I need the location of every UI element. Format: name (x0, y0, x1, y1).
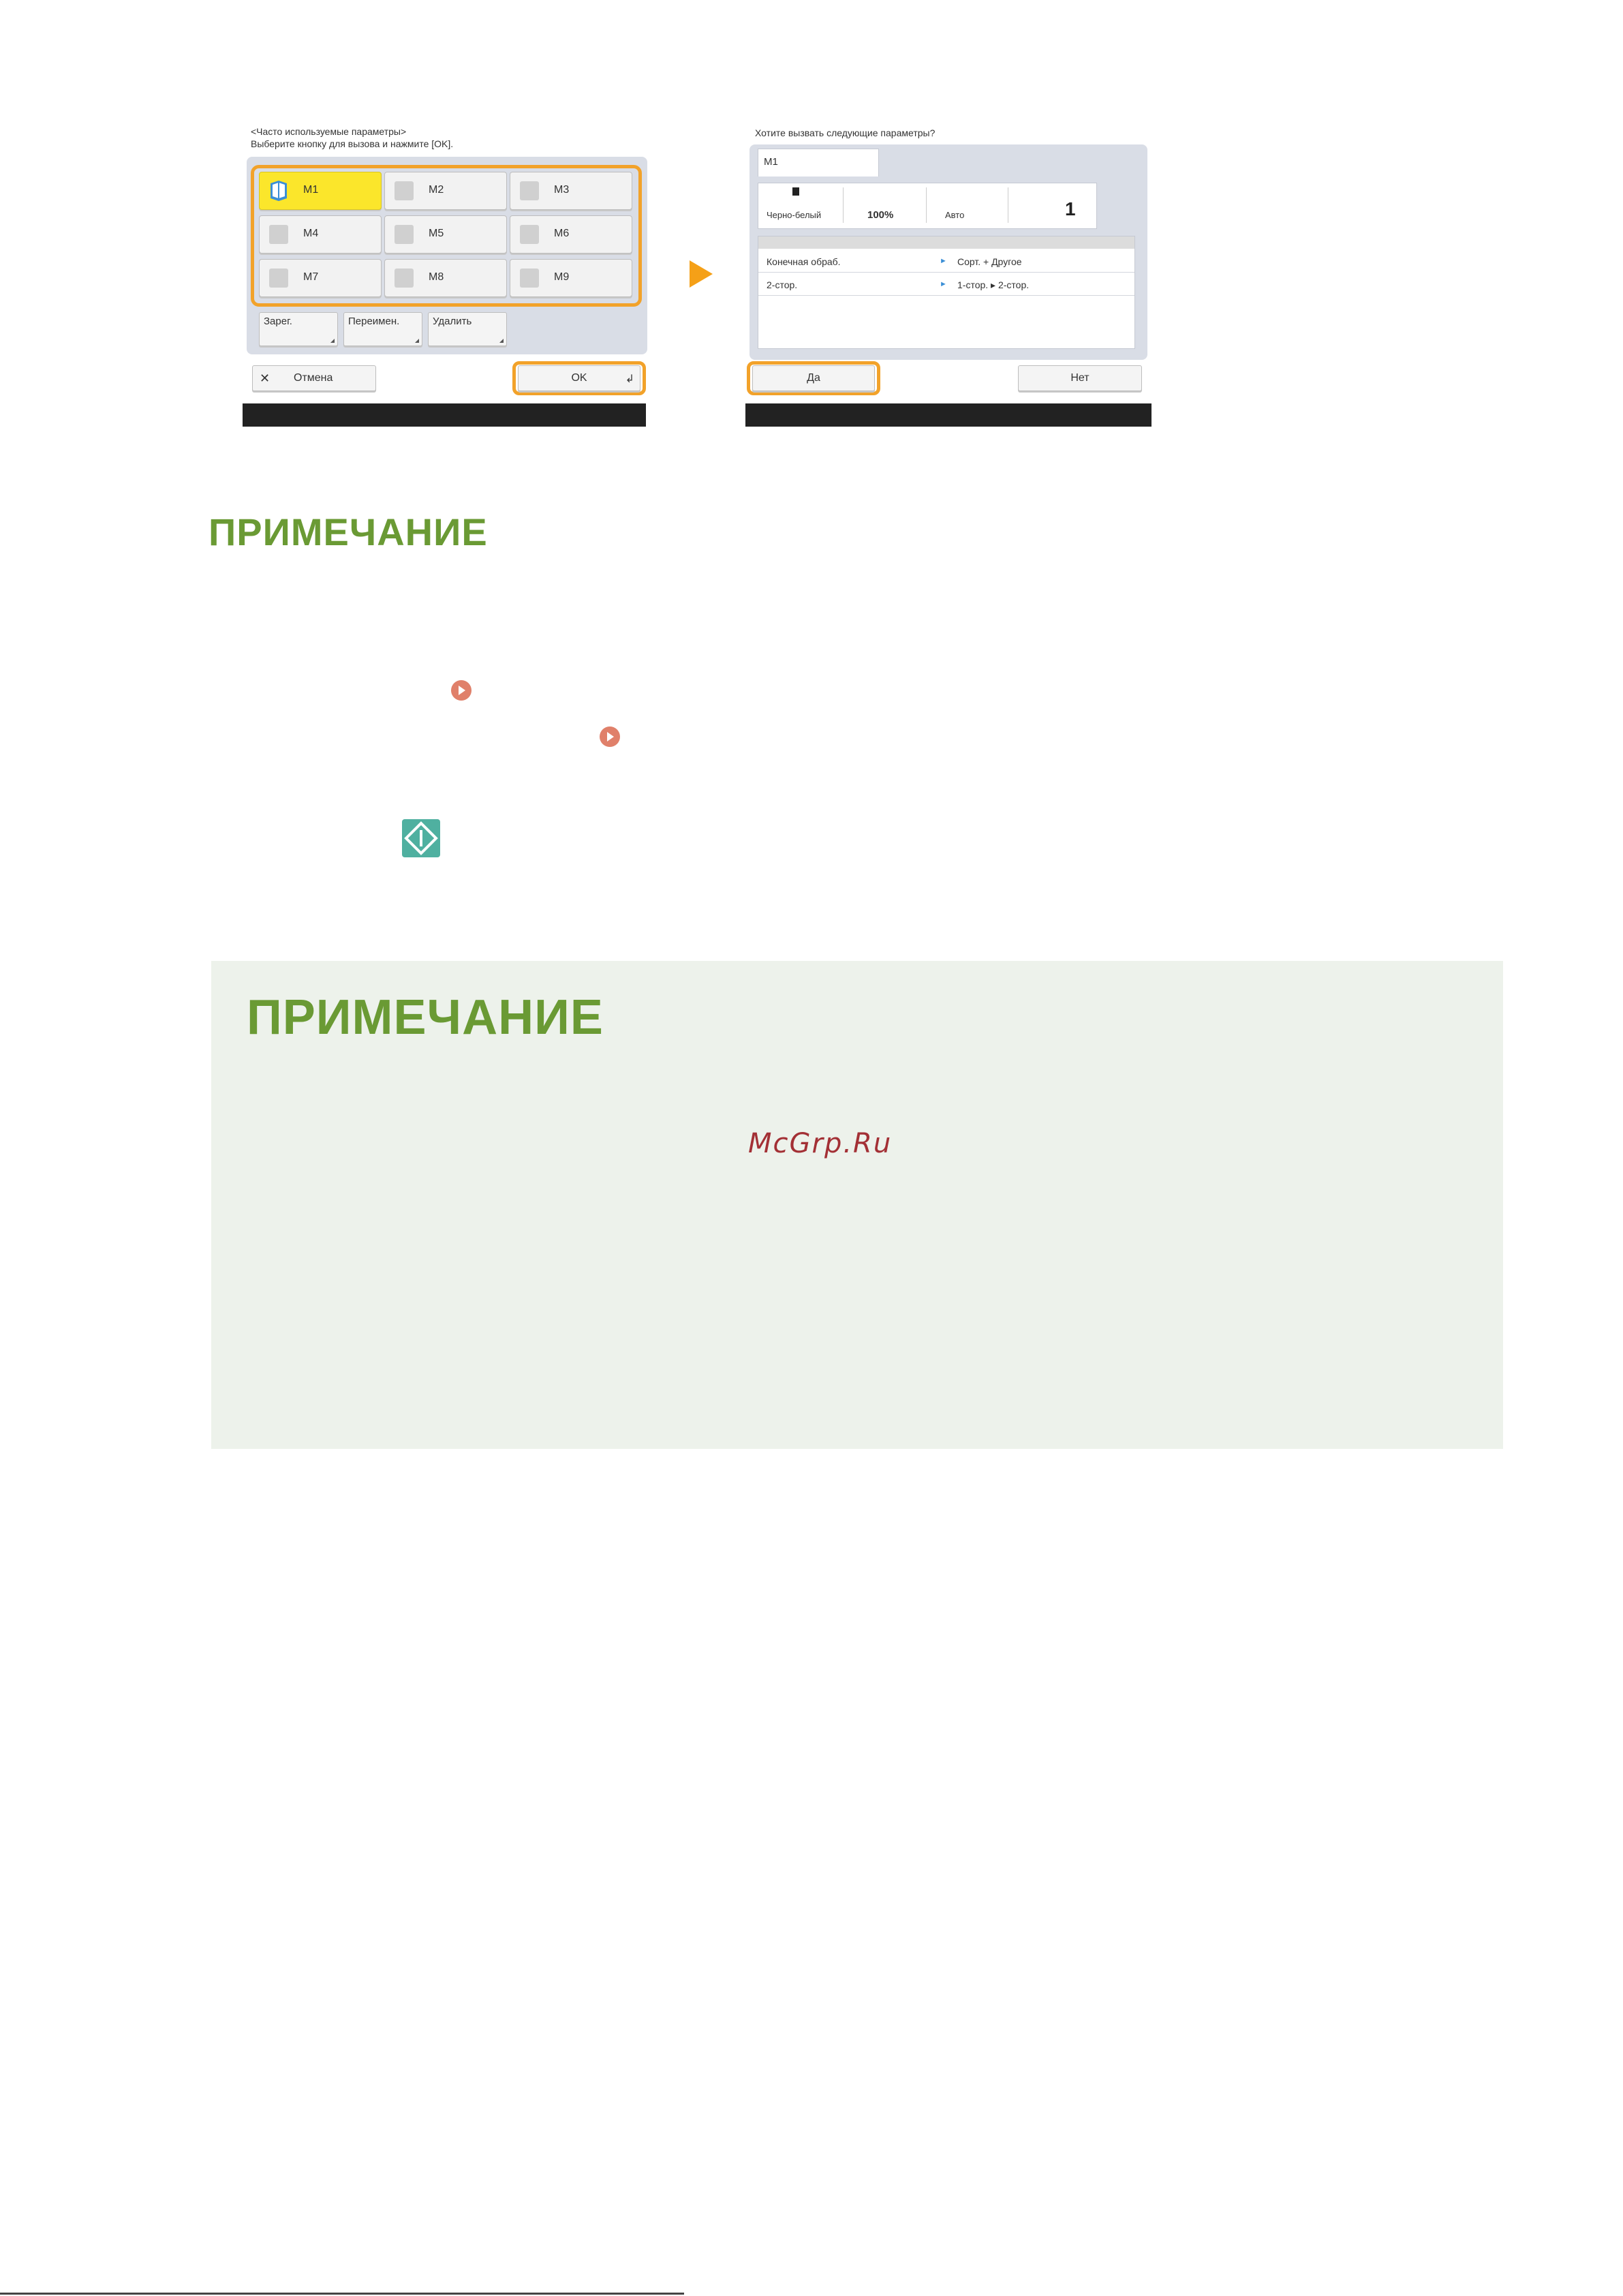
memory-button-m8[interactable] (384, 259, 507, 297)
memory-button-m3[interactable] (510, 172, 632, 210)
memory-button-m5[interactable] (384, 215, 507, 254)
link-arrow-icon[interactable] (600, 726, 620, 747)
setting-value-finishing: Сорт. + Другое (957, 256, 1022, 267)
screen-status-bar (243, 403, 646, 427)
summary-divider (926, 187, 927, 223)
setting-name-duplex: 2-стор. (767, 279, 798, 290)
memory-empty-icon (520, 225, 539, 244)
memory-empty-icon (395, 269, 414, 288)
settings-list (758, 236, 1135, 349)
summary-divider (843, 187, 844, 223)
summary-card (758, 183, 1097, 229)
setting-arrow-icon: ► (940, 280, 947, 288)
memory-name-tab (758, 149, 879, 177)
row-divider (758, 272, 1134, 273)
submenu-corner-icon (499, 339, 504, 343)
yes-button-label: Да (807, 372, 820, 384)
screen-status-bar (745, 403, 1151, 427)
memory-book-icon (266, 178, 291, 202)
memory-empty-icon (520, 269, 539, 288)
memory-button-m4[interactable] (259, 215, 382, 254)
next-step-arrow-icon (690, 260, 713, 288)
memory-button-label: M7 (303, 271, 319, 283)
memory-button-m1[interactable] (259, 172, 382, 210)
screen-header-line2: Выберите кнопку для вызова и нажмите [OK]. (251, 138, 454, 149)
enter-icon: ↲ (625, 373, 634, 385)
ok-button[interactable] (518, 365, 640, 391)
recall-confirm-screen (745, 123, 1151, 427)
memory-button-m9[interactable] (510, 259, 632, 297)
settings-list-header (758, 236, 1134, 249)
screen-header-line1: <Часто используемые параметры> (251, 126, 407, 137)
register-button[interactable] (259, 312, 338, 346)
cancel-button-label: Отмена (294, 372, 333, 384)
memory-button-label: M8 (429, 271, 444, 283)
memory-recall-screen (243, 123, 646, 427)
confirm-question: Хотите вызвать следующие параметры? (755, 127, 936, 138)
delete-button-label: Удалить (433, 316, 472, 327)
memory-empty-icon (395, 181, 414, 200)
paper-value: Авто (945, 210, 965, 220)
memory-button-label: M9 (554, 271, 570, 283)
note-box-heading: ПРИМЕЧАНИЕ (247, 990, 604, 1045)
memory-button-m2[interactable] (384, 172, 507, 210)
color-mode-icon (792, 187, 799, 196)
footer-rule (0, 2293, 684, 2295)
memory-empty-icon (395, 225, 414, 244)
copies-value: 1 (1065, 198, 1076, 219)
memory-button-label: M1 (303, 184, 319, 196)
memory-name-label: M1 (764, 156, 778, 168)
memory-button-m7[interactable] (259, 259, 382, 297)
register-button-label: Зарег. (264, 316, 292, 327)
start-diamond-icon (402, 819, 440, 857)
link-arrow-icon[interactable] (451, 680, 472, 701)
memory-button-label: M3 (554, 184, 570, 196)
memory-button-label: M6 (554, 228, 570, 239)
start-key-icon (402, 819, 440, 857)
close-icon: ✕ (260, 371, 270, 385)
note-box (211, 961, 1503, 1449)
memory-button-label: M5 (429, 228, 444, 239)
memory-empty-icon (269, 269, 288, 288)
setting-name-finishing: Конечная обраб. (767, 256, 841, 267)
submenu-corner-icon (415, 339, 419, 343)
setting-value-duplex: 1-стор. ▸ 2-стор. (957, 279, 1030, 290)
note-heading: ПРИМЕЧАНИЕ (208, 510, 488, 553)
memory-empty-icon (269, 225, 288, 244)
color-mode-value: Черно-белый (767, 210, 822, 220)
submenu-corner-icon (330, 339, 335, 343)
no-button[interactable] (1018, 365, 1142, 391)
rename-button-label: Переимен. (348, 316, 400, 327)
memory-button-label: M2 (429, 184, 444, 196)
memory-empty-icon (520, 181, 539, 200)
row-divider (758, 295, 1134, 296)
cancel-button[interactable] (252, 365, 376, 391)
memory-button-m6[interactable] (510, 215, 632, 254)
no-button-label: Нет (1070, 372, 1089, 384)
zoom-value: 100% (867, 209, 894, 221)
ok-button-label: OK (571, 372, 587, 384)
yes-button[interactable] (752, 365, 875, 391)
setting-arrow-icon: ► (940, 257, 947, 265)
watermark-text: McGrp.Ru (748, 1128, 893, 1159)
rename-button[interactable] (343, 312, 422, 346)
memory-button-label: M4 (303, 228, 319, 239)
delete-button[interactable] (428, 312, 507, 346)
